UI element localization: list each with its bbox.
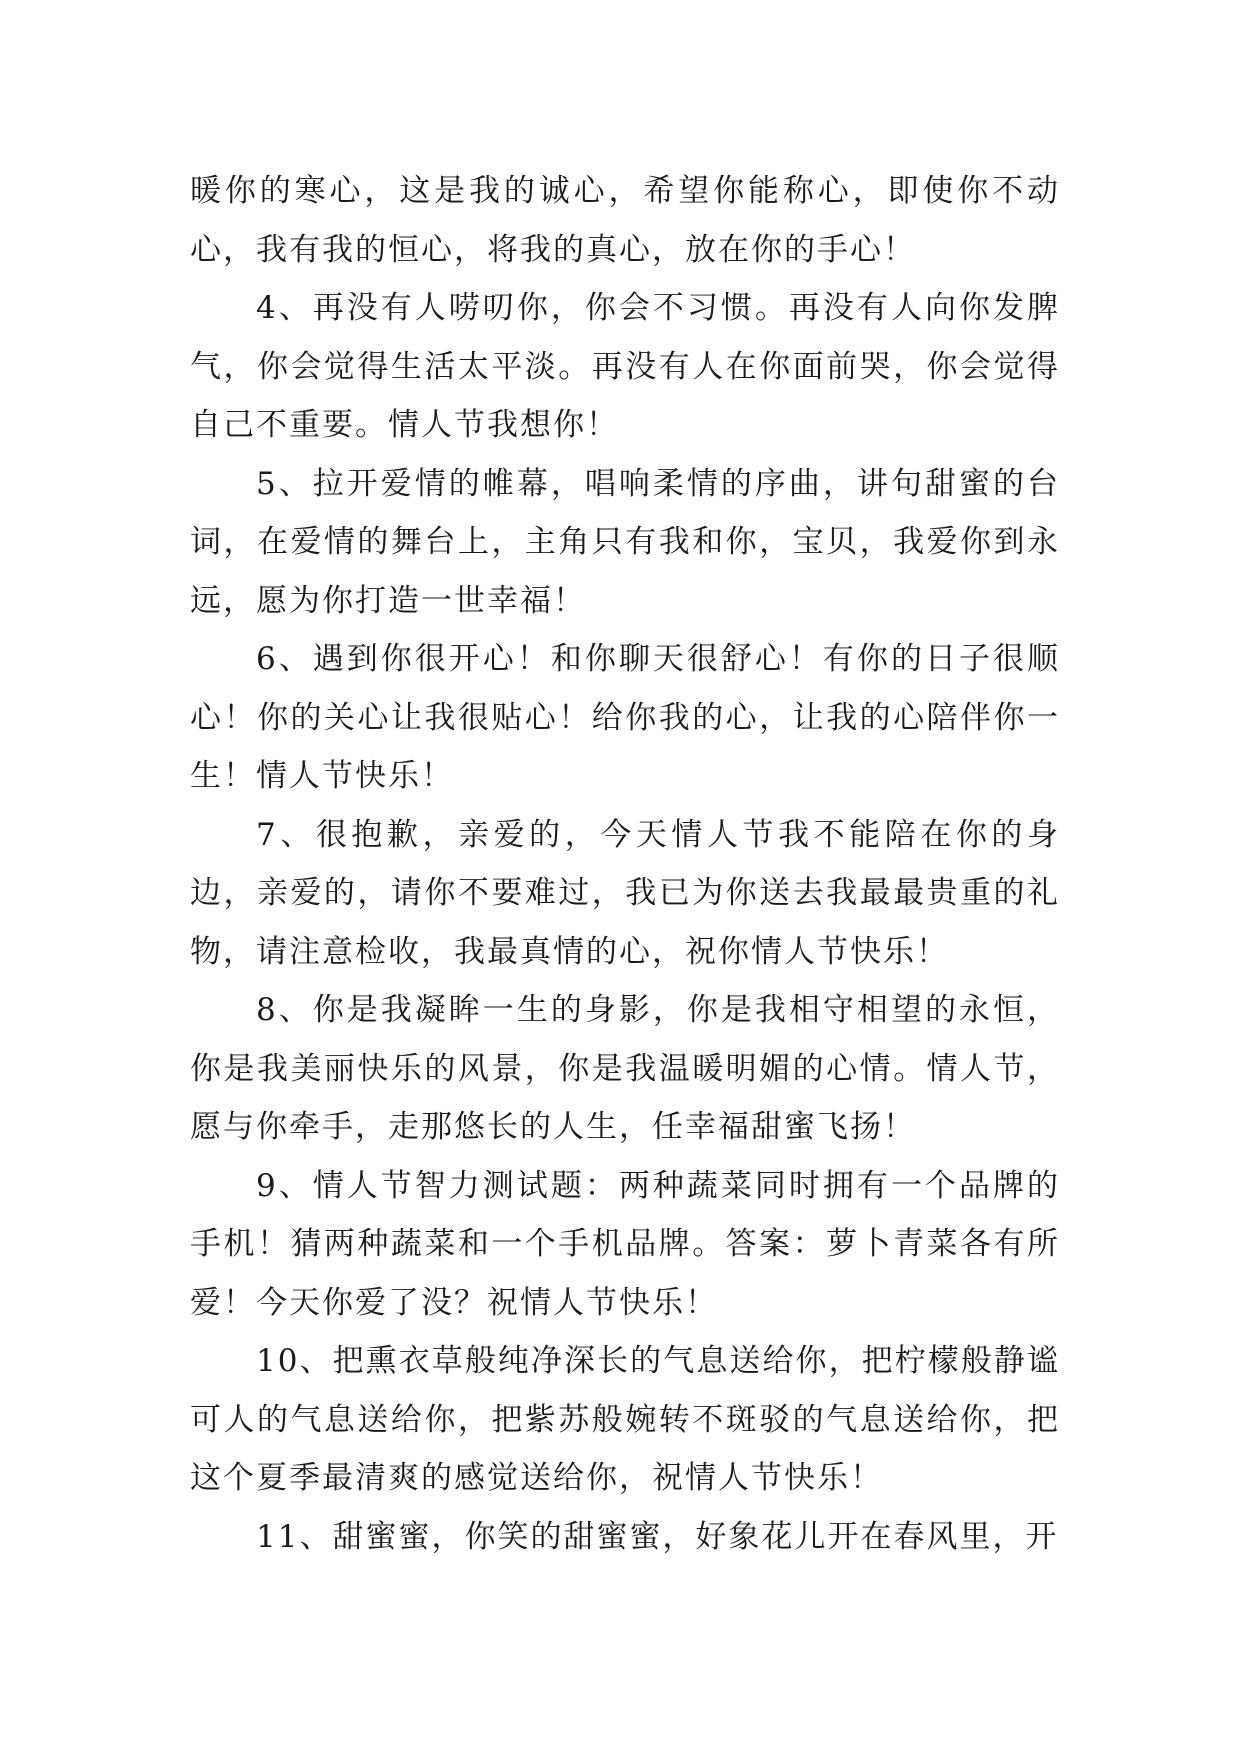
paragraph-item-7: 7、很抱歉，亲爱的，今天情人节我不能陪在你的身边，亲爱的，请你不要难过，我已为你送去我最最贵重的礼物，请注意检收，我最真情的心，祝你情人节快乐！ — [190, 816, 1060, 970]
paragraph-item-8: 8、你是我凝眸一生的身影，你是我相守相望的永恒，你是我美丽快乐的风景，你是我温暖明媚的心情。情人节，愿与你牵手，走那悠长的人生，任幸福甜蜜飞扬！ — [190, 992, 1060, 1145]
paragraph-item-6: 6、遇到你很开心！和你聊天很舒心！有你的日子很顺心！你的关心让我很贴心！给你我的心，让我的心陪伴你一生！情人节快乐！ — [190, 641, 1060, 794]
paragraph-item-4: 4、再没有人唠叨你，你会不习惯。再没有人向你发脾气，你会觉得生活太平淡。再没有人在你面前哭，你会觉得自己不重要。情人节我想你！ — [190, 290, 1060, 443]
paragraph-item-11: 11、甜蜜蜜，你笑的甜蜜蜜，好象花儿开在春风里，开 — [256, 1518, 1059, 1555]
paragraph-item-10: 10、把熏衣草般纯净深长的气息送给你，把柠檬般静谧可人的气息送给你，把紫苏般婉转不斑驳的气息送给你，把这个夏季最清爽的感觉送给你，祝情人节快乐！ — [190, 1343, 1060, 1496]
paragraph-item-5: 5、拉开爱情的帷幕，唱响柔情的序曲，讲句甜蜜的台词，在爱情的舞台上，主角只有我和你，宝贝，我爱你到永远，愿为你打造一世幸福！ — [190, 465, 1060, 619]
paragraph-item-9: 9、情人节智力测试题：两种蔬菜同时拥有一个品牌的手机！猜两种蔬菜和一个手机品牌。答案：萝卜青菜各有所爱！今天你爱了没？祝情人节快乐！ — [190, 1167, 1060, 1321]
document-body — [190, 162, 1060, 1566]
paragraph-continuation: 暖你的寒心，这是我的诚心，希望你能称心，即使你不动心，我有我的恒心，将我的真心，放在你的手心！ — [190, 173, 1060, 268]
